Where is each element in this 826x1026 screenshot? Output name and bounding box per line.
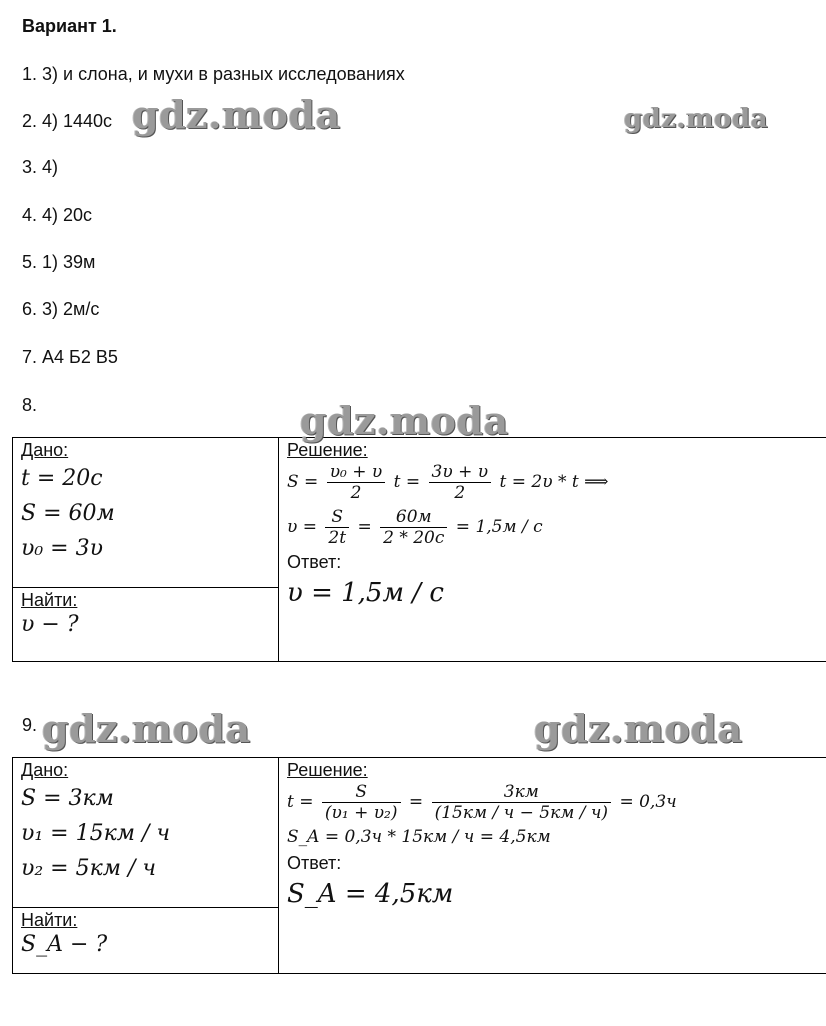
solution-label: Решение:	[287, 440, 368, 460]
answer-8-label: 8.	[22, 395, 38, 415]
answer-2: 2. 4) 1440с	[22, 111, 113, 131]
find-value: υ − ?	[21, 612, 79, 637]
answer-value: υ = 1,5м / c	[287, 578, 444, 608]
given-distance: S = 60м	[21, 501, 115, 526]
answer-label: Ответ:	[287, 552, 342, 572]
task-8-table	[12, 437, 826, 662]
answer-1: 1. 3) и слона, и мухи в разных исследованиях	[22, 64, 405, 84]
find-label: Найти:	[21, 910, 78, 930]
task-9-table	[12, 757, 826, 974]
task-9-label: 9.	[22, 715, 38, 735]
answer-label: Ответ:	[287, 853, 342, 873]
watermark-logo: gdz.moda	[300, 398, 509, 443]
given-label: Дано:	[21, 760, 69, 780]
given-speed-1: υ₁ = 15км / ч	[21, 821, 171, 846]
task-9-given-cell	[13, 758, 279, 908]
solution-formula-1: t = $\frac{S}{\text{(υ₁ + υ₂)}}$ = $\frac{3км}{(15км / ч - 5км / ч)}$ = 0,3ч	[287, 782, 677, 823]
watermark-logo: gdz.moda	[132, 92, 341, 137]
task-8-solution-cell	[279, 438, 826, 662]
given-speed: υ₀ = 3υ	[21, 536, 103, 561]
watermark-logo: gdz.moda	[624, 104, 769, 134]
watermark-logo: gdz.moda	[42, 706, 251, 751]
given-time: t = 20c	[21, 466, 103, 491]
answer-3: 3. 4)	[22, 157, 59, 177]
solution-formula-2: S_A = 0,3ч * 15км / ч = 4,5км	[287, 827, 551, 847]
answer-6: 6. 3) 2м/с	[22, 299, 100, 319]
solution-formula-2: υ = $\frac{S}{2t}$ = $\frac{60м}{2 * 20c}$ = 1,5м / c	[287, 507, 543, 548]
watermark-logo: gdz.moda	[534, 706, 743, 751]
given-distance: S = 3км	[21, 786, 114, 811]
given-speed-2: υ₂ = 5км / ч	[21, 856, 157, 881]
task-9-solution-cell	[279, 758, 826, 974]
task-9-find-cell	[13, 908, 279, 974]
solution-formula-1: S = $\frac{\text{υ₀ + υ}}{2}$ t = $\frac{3\upsilon + \upsilon}{2}$ t = 2υ * t ⟹	[287, 462, 609, 503]
answer-4: 4. 4) 20с	[22, 205, 93, 225]
answer-value: S_A = 4,5км	[287, 879, 454, 909]
answer-7: 7. А4 Б2 В5	[22, 347, 118, 367]
find-value: S_A − ?	[21, 932, 108, 957]
find-label: Найти:	[21, 590, 78, 610]
answer-5: 5. 1) 39м	[22, 252, 96, 272]
solution-label: Решение:	[287, 760, 368, 780]
task-8-find-cell	[13, 588, 279, 662]
page-title: Вариант 1.	[22, 16, 117, 36]
given-label: Дано:	[21, 440, 69, 460]
task-8-given-cell	[13, 438, 279, 588]
